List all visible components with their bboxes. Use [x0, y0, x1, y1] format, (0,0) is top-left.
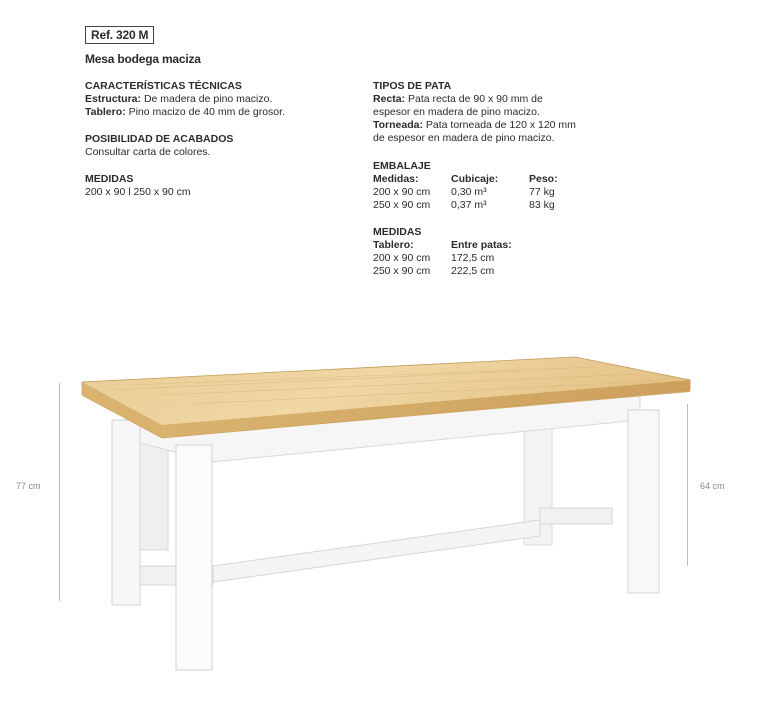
product-title: Mesa bodega maciza — [85, 52, 201, 66]
front-left-leg — [112, 420, 140, 605]
estructura-text: De madera de pino macizo. — [143, 93, 273, 105]
torneada-line1: Pata torneada de 120 x 120 mm — [425, 119, 576, 131]
caracteristicas-heading: CARACTERÍSTICAS TÉCNICAS — [85, 80, 242, 92]
under-height-label: 64 cm — [700, 481, 725, 491]
medidas2-col-tablero: Tablero: — [373, 239, 414, 251]
embalaje-col-medidas: Medidas: — [373, 173, 419, 185]
embalaje-cell: 0,37 m³ — [451, 199, 487, 211]
recta-line2: espesor en madera de pino macizo. — [373, 106, 540, 118]
reference-code: Ref. 320 M — [85, 26, 154, 44]
tablero-label: Tablero: — [85, 106, 126, 118]
recta-label: Recta: — [373, 93, 406, 105]
torneada-line2: de espesor en madera de pino macizo. — [373, 132, 555, 144]
embalaje-cell: 200 x 90 cm — [373, 186, 431, 198]
recta-line1: Pata recta de 90 x 90 mm de — [408, 93, 543, 105]
front-right-leg — [628, 410, 659, 593]
total-height-label: 77 cm — [16, 481, 41, 491]
medidas2-cell: 200 x 90 cm — [373, 252, 431, 264]
embalaje-heading-text: EMBALAJE — [373, 160, 431, 172]
medidas2-heading-text: MEDIDAS — [373, 226, 422, 238]
acabados-heading: POSIBILIDAD DE ACABADOS — [85, 133, 234, 145]
medidas2-cell: 172,5 cm — [451, 252, 495, 264]
estructura-label: Estructura: — [85, 93, 142, 105]
front-center-leg — [176, 445, 212, 670]
embalaje-cell: 0,30 m³ — [451, 186, 487, 198]
medidas2-col-entre: Entre patas: — [451, 239, 512, 251]
embalaje-cell: 83 kg — [529, 199, 555, 211]
medidas-heading: MEDIDAS — [85, 173, 134, 185]
embalaje-cell: 250 x 90 cm — [373, 199, 431, 211]
acabados-text: Consultar carta de colores. — [85, 146, 211, 158]
embalaje-cell: 77 kg — [529, 186, 555, 198]
tipos-pata-heading: TIPOS DE PATA — [373, 80, 452, 92]
embalaje-col-peso: Peso: — [529, 173, 558, 185]
center-stretcher — [213, 520, 540, 582]
tablero-text: Pino macizo de 40 mm de grosor. — [128, 106, 285, 118]
right-cross-stretcher — [540, 508, 612, 524]
medidas-text: 200 x 90 l 250 x 90 cm — [85, 186, 191, 198]
medidas2-cell: 250 x 90 cm — [373, 265, 431, 277]
torneada-label: Torneada: — [373, 119, 423, 131]
embalaje-col-cubicaje: Cubicaje: — [451, 173, 499, 185]
medidas2-cell: 222,5 cm — [451, 265, 495, 277]
